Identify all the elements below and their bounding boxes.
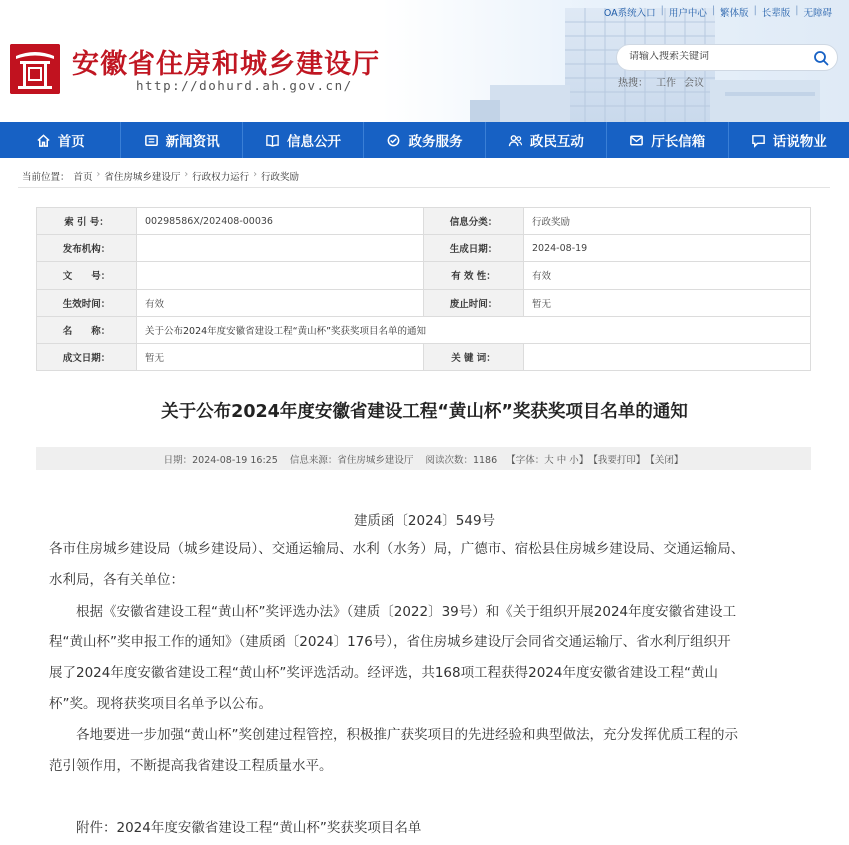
article-title: 关于公布2024年度安徽省建设工程“黄山杯”奖获奖项目名单的通知 (161, 402, 688, 422)
info-source: 信息来源：省住房城乡建设厅 (289, 454, 414, 466)
table-row (37, 289, 811, 316)
close-button[interactable]: 【关闭】 (645, 454, 684, 466)
doc-name-label: 名 称： (37, 316, 137, 343)
doc-number-label: 文 号： (37, 262, 137, 289)
effective-time-label: 生效时间： (37, 289, 137, 316)
effective-time-value: 有效 (137, 289, 424, 316)
category-label: 信息分类： (424, 208, 524, 235)
view-count: 阅读次数：1186 (425, 454, 498, 466)
breadcrumb-prefix: 当前位置： (22, 172, 70, 183)
attachment-link[interactable]: 附件：2024年度安徽省建设工程“黄山杯”奖获奖项目名单 (49, 820, 422, 836)
category-value: 行政奖励 (524, 208, 811, 235)
article-paragraph-line: 各地要进一步加强“黄山杯”奖创建过程管控，积极推广获奖项目的先进经验和典型做法，充分发挥优质工程的示 (49, 727, 738, 743)
nav-interaction[interactable] (486, 122, 607, 158)
top-links (599, 5, 837, 19)
keywords-label: 关 键 词： (424, 343, 524, 370)
oa-system-link[interactable]: OA系统入口 (603, 8, 656, 19)
font-large-button[interactable]: 大 (544, 454, 554, 466)
print-button[interactable]: 【我要打印】 (588, 454, 646, 466)
nav-label: 信息公开 (287, 134, 342, 150)
index-number-value: 00298586X/202408-00036 (137, 208, 424, 235)
nav-label: 厅长信箱 (651, 134, 706, 150)
table-row (37, 235, 811, 262)
validity-value: 有效 (524, 262, 811, 289)
article-paragraph-line: 根据《安徽省建设工程“黄山杯”奖评选办法》（建质〔2022〕39号）和《关于组织开展2024年度安徽省建设工 (49, 604, 737, 620)
link-separator: | (753, 5, 757, 16)
link-separator: | (660, 5, 664, 16)
link-separator: | (795, 5, 799, 16)
site-url: http://dohurd.ah.gov.cn/ (136, 78, 353, 93)
breadcrumb (22, 169, 299, 183)
font-medium-button[interactable]: 中 (556, 454, 567, 466)
article-paragraph-line: 范引领作用，不断提高我省建设工程质量水平。 (49, 758, 333, 774)
doc-name-value: 关于公布2024年度安徽省建设工程“黄山杯”奖获奖项目名单的通知 (137, 316, 811, 343)
written-date-label: 成文日期： (37, 343, 137, 370)
nav-info-public[interactable] (243, 122, 364, 158)
hot-word-link[interactable]: 工作 (656, 78, 676, 89)
site-header (0, 0, 849, 122)
search-input[interactable] (629, 51, 809, 62)
abolish-time-value: 暂无 (524, 289, 811, 316)
article-paragraph-line: 杯”奖。现将获奖项目名单予以公布。 (49, 696, 272, 712)
user-center-link[interactable]: 用户中心 (668, 8, 707, 19)
doc-number-value (137, 262, 424, 289)
link-separator: | (711, 5, 716, 16)
mail-icon (629, 133, 644, 148)
chevron-right-icon: › (253, 169, 257, 180)
generated-date-value: 2024-08-19 (524, 235, 811, 262)
breadcrumb-item[interactable]: 省住房城乡建设厅 (104, 172, 181, 183)
chevron-right-icon: › (184, 169, 189, 180)
hot-search (618, 74, 704, 89)
table-row (37, 208, 811, 235)
document-info-table (36, 207, 811, 371)
chevron-right-icon: › (96, 169, 101, 180)
nav-label: 政民互动 (529, 134, 584, 150)
nav-gov-service[interactable] (364, 122, 485, 158)
breadcrumb-item[interactable]: 行政权力运行 (192, 172, 250, 183)
book-icon (265, 133, 280, 148)
nav-director-mailbox[interactable] (607, 122, 728, 158)
nav-label: 政务服务 (408, 134, 463, 150)
document-number: 建质函〔2024〕549号 (353, 513, 496, 529)
article-paragraph-line: 展了2024年度安徽省建设工程“黄山杯”奖评选活动。经评选，共168项工程获得2024年度安徽省建设工程“黄山 (49, 665, 718, 681)
breadcrumb-item[interactable]: 首页 (73, 172, 93, 183)
validity-label: 有 效 性： (424, 262, 524, 289)
breadcrumb-item[interactable]: 行政奖励 (261, 172, 300, 183)
nav-news[interactable] (121, 122, 242, 158)
written-date-value: 暂无 (137, 343, 424, 370)
font-size-end: 】 (578, 454, 589, 466)
table-row (37, 316, 811, 343)
font-size-label: 【字体： (506, 454, 545, 466)
traditional-chinese-link[interactable]: 繁体版 (720, 8, 749, 19)
article-paragraph-line: 水利局，各有关单位： (49, 572, 184, 588)
nav-label: 首页 (57, 134, 85, 150)
nav-label: 新闻资讯 (165, 134, 220, 150)
home-icon (36, 133, 51, 148)
people-icon (508, 133, 523, 148)
service-icon (386, 133, 401, 148)
table-row (37, 262, 811, 289)
publisher-label: 发布机构： (37, 235, 137, 262)
abolish-time-label: 废止时间： (424, 289, 524, 316)
divider (18, 187, 830, 188)
accessibility-link[interactable]: 无障碍 (803, 8, 832, 19)
index-number-label: 索 引 号： (37, 208, 137, 235)
publish-date: 日期：2024-08-19 16:25 (163, 454, 278, 466)
hot-search-label: 热搜： (618, 78, 648, 89)
font-small-button[interactable]: 小 (569, 454, 579, 466)
article-paragraph-line: 各市住房城乡建设局（城乡建设局）、交通运输局、水利（水务）局，广德市、宿松县住房城乡建设局、交通运输局、 (49, 541, 745, 557)
generated-date-label: 生成日期： (424, 235, 524, 262)
news-icon (144, 133, 159, 148)
publisher-value (137, 235, 424, 262)
keywords-value (524, 343, 811, 370)
department-logo[interactable] (10, 44, 60, 94)
nav-label: 话说物业 (772, 134, 827, 150)
site-title[interactable]: 安徽省住房和城乡建设厅 (72, 49, 380, 80)
main-nav (0, 122, 849, 158)
nav-home[interactable] (0, 122, 121, 158)
search-icon[interactable] (813, 50, 829, 66)
article-paragraph-line: 程“黄山杯”奖申报工作的通知》（建质函〔2024〕176号），省住房城乡建设厅会同省交通运输厅、省水利厅组织开 (49, 634, 731, 650)
hot-word-link[interactable]: 会议 (684, 78, 704, 89)
elderly-version-link[interactable]: 长辈版 (761, 8, 791, 19)
search-box (616, 44, 838, 71)
chat-icon (751, 133, 766, 148)
nav-property-talk[interactable] (729, 122, 849, 158)
article-meta-bar (36, 447, 811, 470)
table-row (37, 343, 811, 370)
